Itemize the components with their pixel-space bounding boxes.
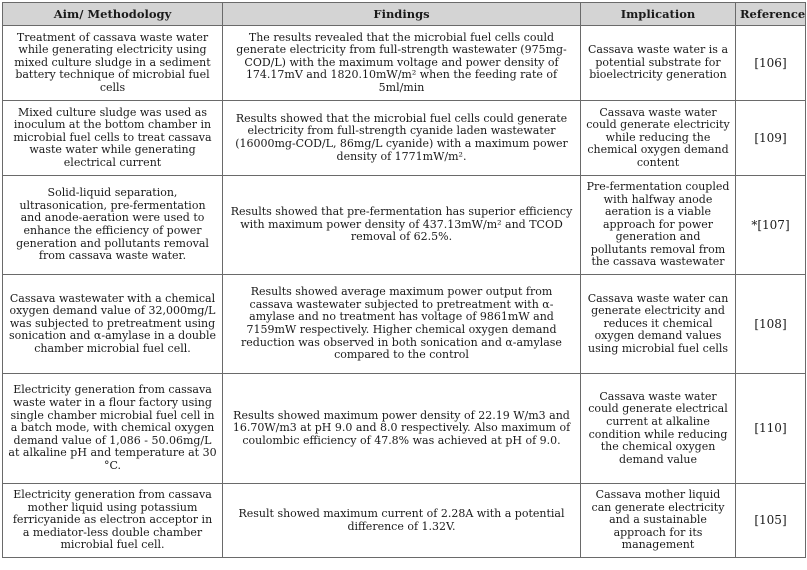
reference-cell: [108] [736, 275, 806, 374]
implication-cell: Cassava waste water could generate electricity while reducing the chemical oxygen demand content [581, 101, 736, 176]
aim-cell: Solid-liquid separation, ultrasonication, pre-fermentation and anode-aeration were used to enhance the efficiency of power generation and pollutants removal from cassava waste water. [3, 176, 223, 275]
implication-cell: Pre-fermentation coupled with halfway anode aeration is a viable approach for power generation and pollutants removal from the cassava wastewater [581, 176, 736, 275]
implication-cell: Cassava waste water could generate electrical current at alkaline condition while reducing the chemical oxygen demand value [581, 374, 736, 484]
table-row [3, 275, 806, 374]
header-implication: Implication [581, 3, 736, 26]
header-findings: Findings [223, 3, 581, 26]
implication-cell: Cassava waste water can generate electricity and reduces it chemical oxygen demand values using microbial fuel cells [581, 275, 736, 374]
table-row [3, 26, 806, 101]
findings-cell: Results showed that pre-fermentation has superior efficiency with maximum power density of 437.13mW/m² and TCOD removal of 62.5%. [223, 176, 581, 275]
aim-cell: Treatment of cassava waste water while generating electricity using mixed culture sludge in a sediment battery technique of microbial fuel cells [3, 26, 223, 101]
table-row [3, 374, 806, 484]
findings-cell: Results showed that the microbial fuel cells could generate electricity from full-strength cyanide laden wastewater (16000mg-COD/L, 86mg/L cyanide) with a maximum power density of 1771mW/m². [223, 101, 581, 176]
reference-cell: [110] [736, 374, 806, 484]
header-reference: Reference [736, 3, 806, 26]
implication-cell: Cassava waste water is a potential substrate for bioelectricity generation [581, 26, 736, 101]
reference-cell: [109] [736, 101, 806, 176]
reference-cell: [106] [736, 26, 806, 101]
aim-cell: Electricity generation from cassava waste water in a flour factory using single chamber microbial fuel cell in a batch mode, with chemical oxygen demand value of 1,086 - 50.06mg/L at alkaline pH and temperature at 30 °C. [3, 374, 223, 484]
reference-cell: [105] [736, 484, 806, 558]
aim-cell: Mixed culture sludge was used as inoculum at the bottom chamber in microbial fuel cells to treat cassava waste water while generating electrical current [3, 101, 223, 176]
table-header-row [3, 3, 806, 26]
aim-cell: Cassava wastewater with a chemical oxygen demand value of 32,000mg/L was subjected to pretreatment using sonication and α-amylase in a double chamber microbial fuel cell. [3, 275, 223, 374]
table-row [3, 176, 806, 275]
table-row [3, 101, 806, 176]
reference-cell: *[107] [736, 176, 806, 275]
aim-cell: Electricity generation from cassava mother liquid using potassium ferricyanide as electron acceptor in a mediator-less double chamber microbial fuel cell. [3, 484, 223, 558]
findings-cell: Results showed maximum power density of 22.19 W/m3 and 16.70W/m3 at pH 9.0 and 8.0 respectively. Also maximum of coulombic efficiency of 47.8% was achieved at pH of 9.0. [223, 374, 581, 484]
header-aim: Aim/ Methodology [3, 3, 223, 26]
findings-cell: Result showed maximum current of 2.28A with a potential difference of 1.32V. [223, 484, 581, 558]
implication-cell: Cassava mother liquid can generate electricity and a sustainable approach for its management [581, 484, 736, 558]
methodology-table [2, 2, 806, 558]
findings-cell: Results showed average maximum power output from cassava wastewater subjected to pretreatment with α-amylase and no treatment has voltage of 9861mW and 7159mW respectively. Higher chemical oxygen demand reduction was observed in both sonication and α-amylase compared to the control [223, 275, 581, 374]
findings-cell: The results revealed that the microbial fuel cells could generate electricity from full-strength wastewater (975mg-COD/L) with the maximum voltage and power density of 174.17mV and 1820.10mW/m² when the feeding rate of 5ml/min [223, 26, 581, 101]
table-row [3, 484, 806, 558]
